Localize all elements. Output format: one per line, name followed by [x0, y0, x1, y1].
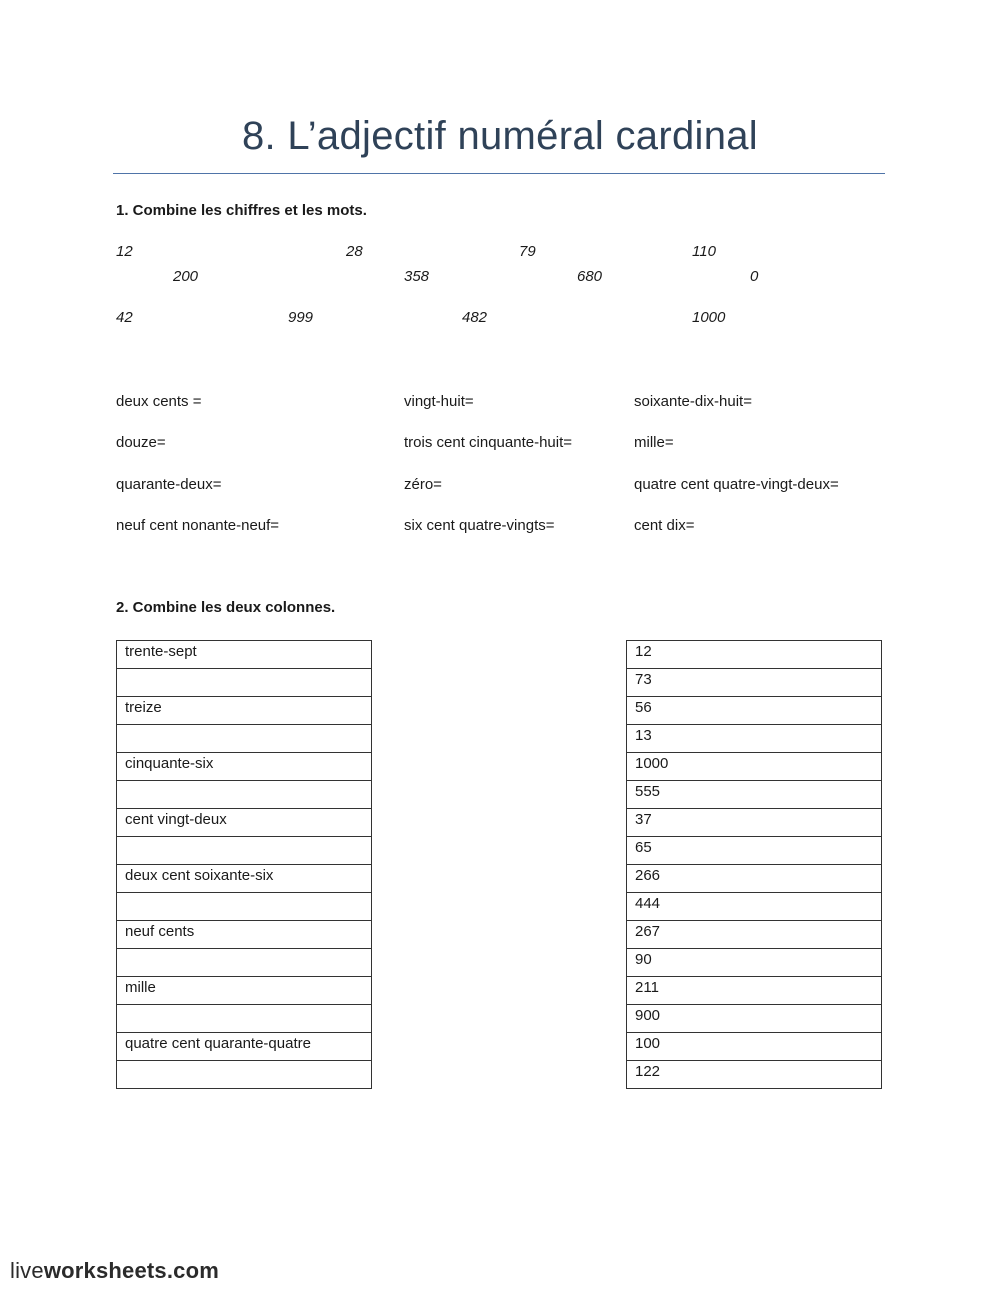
- right-table-row-cell[interactable]: 37: [627, 809, 882, 837]
- left-table-row: [117, 725, 372, 753]
- number-item[interactable]: 42: [116, 309, 133, 326]
- right-table-row: [627, 1005, 882, 1033]
- expression-item[interactable]: quarante-deux=: [116, 476, 222, 493]
- left-table-row-cell[interactable]: deux cent soixante-six: [117, 865, 372, 893]
- section1-heading: 1. Combine les chiffres et les mots.: [116, 202, 367, 219]
- right-table-row: [627, 837, 882, 865]
- left-table-row-cell[interactable]: [117, 669, 372, 697]
- right-table-row: [627, 669, 882, 697]
- left-table-row-cell[interactable]: treize: [117, 697, 372, 725]
- left-table-row-cell[interactable]: [117, 1061, 372, 1089]
- left-table-row: [117, 641, 372, 669]
- expression-item[interactable]: zéro=: [404, 476, 442, 493]
- expression-item[interactable]: six cent quatre-vingts=: [404, 517, 555, 534]
- right-table-row: [627, 781, 882, 809]
- right-column-table: [626, 640, 882, 1089]
- expression-item[interactable]: douze=: [116, 434, 166, 451]
- right-table-row: [627, 641, 882, 669]
- left-table-row-cell[interactable]: quatre cent quarante-quatre: [117, 1033, 372, 1061]
- left-table-row: [117, 1005, 372, 1033]
- logo-tld-text: .com: [166, 1258, 220, 1283]
- right-table-row-cell[interactable]: 12: [627, 641, 882, 669]
- right-table-row-cell[interactable]: 13: [627, 725, 882, 753]
- left-table-row: [117, 949, 372, 977]
- right-table-row: [627, 697, 882, 725]
- left-table-row-cell[interactable]: [117, 949, 372, 977]
- left-table-row: [117, 837, 372, 865]
- left-table-row: [117, 1033, 372, 1061]
- right-table-row: [627, 1033, 882, 1061]
- liveworksheets-logo: [10, 1258, 219, 1284]
- number-item[interactable]: 999: [288, 309, 314, 326]
- title-underline: [113, 173, 885, 174]
- number-item[interactable]: 482: [462, 309, 488, 326]
- number-item[interactable]: 110: [692, 243, 716, 260]
- right-table-row: [627, 865, 882, 893]
- expression-item[interactable]: deux cents =: [116, 393, 202, 410]
- right-table-row-cell[interactable]: 444: [627, 893, 882, 921]
- number-item[interactable]: 200: [173, 268, 199, 285]
- left-table-row-cell[interactable]: cent vingt-deux: [117, 809, 372, 837]
- left-table-row: [117, 893, 372, 921]
- right-table-row-cell[interactable]: 555: [627, 781, 882, 809]
- left-table-row: [117, 977, 372, 1005]
- number-item[interactable]: 358: [404, 268, 430, 285]
- number-item[interactable]: 1000: [692, 309, 726, 326]
- right-table-row: [627, 977, 882, 1005]
- right-table-row-cell[interactable]: 900: [627, 1005, 882, 1033]
- left-table-row-cell[interactable]: [117, 837, 372, 865]
- right-table-row: [627, 1061, 882, 1089]
- number-item[interactable]: 79: [519, 243, 536, 260]
- left-table-row-cell[interactable]: cinquante-six: [117, 753, 372, 781]
- number-item[interactable]: 0: [750, 268, 759, 285]
- logo-bold-text: worksheets: [43, 1258, 167, 1283]
- right-table-row: [627, 921, 882, 949]
- section2-heading: 2. Combine les deux colonnes.: [116, 599, 336, 616]
- left-table-row: [117, 781, 372, 809]
- expression-item[interactable]: vingt-huit=: [404, 393, 474, 410]
- left-table-row: [117, 865, 372, 893]
- page-title: 8. L’adjectif numéral cardinal: [242, 114, 758, 158]
- left-table-row: [117, 921, 372, 949]
- expression-item[interactable]: trois cent cinquante-huit=: [404, 434, 573, 451]
- left-column-table: [116, 640, 372, 1089]
- number-item[interactable]: 680: [577, 268, 603, 285]
- right-table-row-cell[interactable]: 1000: [627, 753, 882, 781]
- left-table-row-cell[interactable]: neuf cents: [117, 921, 372, 949]
- logo-light-text: live: [10, 1258, 44, 1283]
- left-table-row-cell[interactable]: [117, 893, 372, 921]
- right-table-row: [627, 753, 882, 781]
- left-table-row: [117, 669, 372, 697]
- right-table-row: [627, 725, 882, 753]
- left-table-row: [117, 753, 372, 781]
- left-table-row: [117, 809, 372, 837]
- left-table-row-cell[interactable]: [117, 725, 372, 753]
- left-table-row: [117, 697, 372, 725]
- number-item[interactable]: 12: [116, 243, 133, 260]
- expression-item[interactable]: cent dix=: [634, 517, 695, 534]
- right-table-row: [627, 809, 882, 837]
- left-table-row-cell[interactable]: mille: [117, 977, 372, 1005]
- left-table-row-cell[interactable]: trente-sept: [117, 641, 372, 669]
- right-table-row-cell[interactable]: 65: [627, 837, 882, 865]
- left-table-row-cell[interactable]: [117, 781, 372, 809]
- right-table-row-cell[interactable]: 211: [627, 977, 882, 1005]
- right-table-row-cell[interactable]: 266: [627, 865, 882, 893]
- right-table-row: [627, 893, 882, 921]
- right-table-row-cell[interactable]: 56: [627, 697, 882, 725]
- expression-item[interactable]: mille=: [634, 434, 674, 451]
- left-table-row: [117, 1061, 372, 1089]
- right-table-row-cell[interactable]: 73: [627, 669, 882, 697]
- expression-item[interactable]: soixante-dix-huit=: [634, 393, 752, 410]
- left-table-row-cell[interactable]: [117, 1005, 372, 1033]
- expression-item[interactable]: quatre cent quatre-vingt-deux=: [634, 476, 839, 493]
- right-table-row-cell[interactable]: 100: [627, 1033, 882, 1061]
- right-table-row-cell[interactable]: 122: [627, 1061, 882, 1089]
- right-table-row-cell[interactable]: 267: [627, 921, 882, 949]
- expression-item[interactable]: neuf cent nonante-neuf=: [116, 517, 280, 534]
- number-item[interactable]: 28: [346, 243, 363, 260]
- right-table-row: [627, 949, 882, 977]
- right-table-row-cell[interactable]: 90: [627, 949, 882, 977]
